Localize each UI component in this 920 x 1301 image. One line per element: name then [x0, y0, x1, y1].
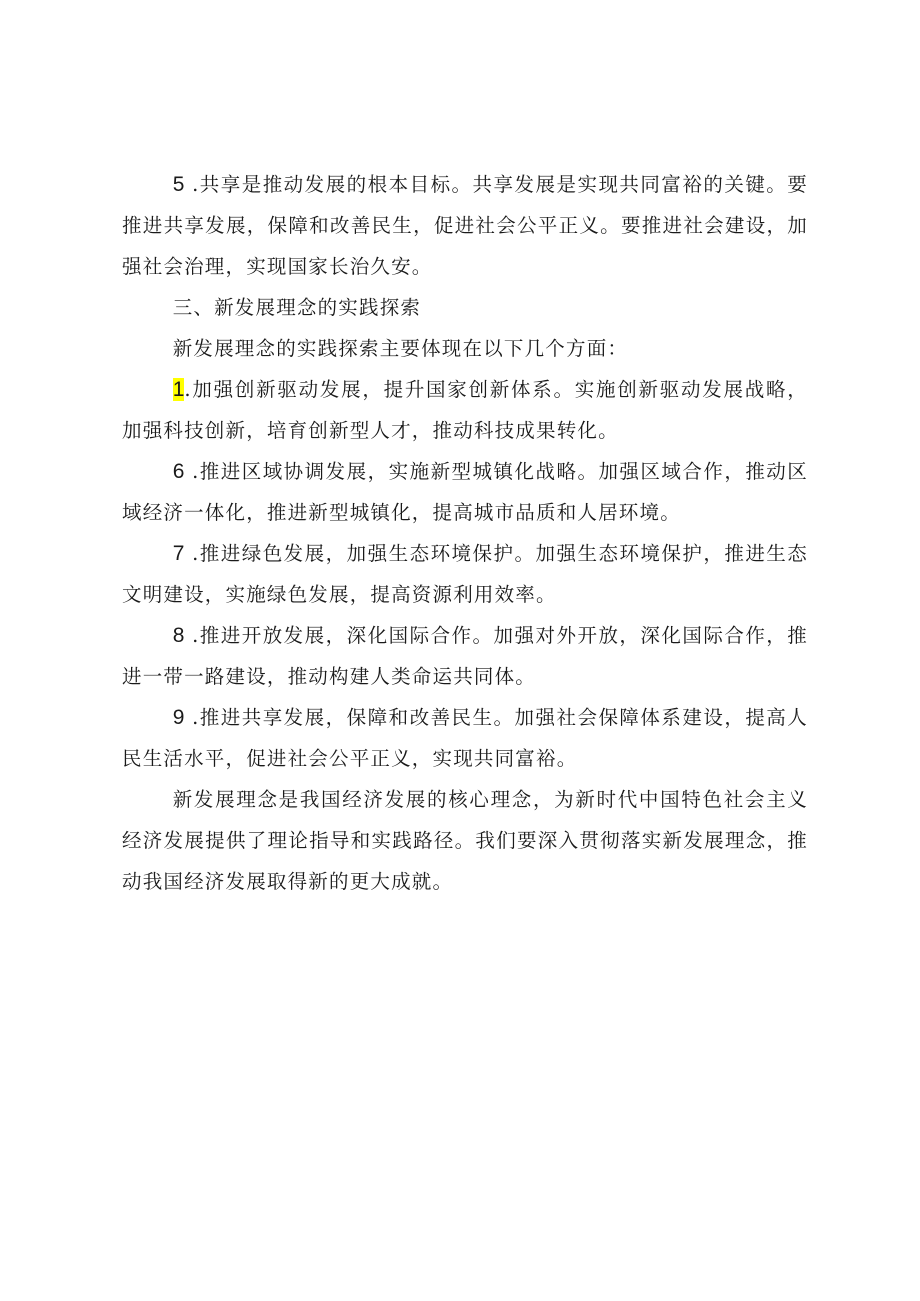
item-number: 5	[172, 173, 185, 196]
section-heading: 三、新发展理念的实践探索	[172, 296, 422, 319]
paragraph-innovation	[122, 369, 808, 451]
paragraph-text: .共享是推动发展的根本目标。共享发展是实现共同富裕的关键。要推进共享发展，保障和改善民生，促进社会公平正义。要推进社会建设，加强社会治理，实现国家长治久安。	[122, 173, 808, 278]
paragraph-text: .推进绿色发展，加强生态环境保护。加强生态环境保护，推进生态文明建设，实施绿色发展，提高资源利用效率。	[122, 542, 808, 606]
paragraph-text: .推进开放发展，深化国际合作。加强对外开放，深化国际合作，推进一带一路建设，推动构建人类命运共同体。	[122, 624, 808, 688]
paragraph-text: .推进共享发展，保障和改善民生。加强社会保障体系建设，提高人民生活水平，促进社会公平正义，实现共同富裕。	[122, 706, 808, 770]
item-number: 8	[172, 624, 185, 647]
paragraph-intro: 新发展理念的实践探索主要体现在以下几个方面：	[172, 337, 629, 360]
paragraph-text: .加强创新驱动发展，提升国家创新体系。实施创新驱动发展战略，加强科技创新，培育创新型人才，推动科技成果转化。	[122, 378, 808, 442]
paragraph-text: .推进区域协调发展，实施新型城镇化战略。加强区域合作，推动区域经济一体化，推进新型城镇化，提高城市品质和人居环境。	[122, 460, 808, 524]
paragraph-open	[122, 615, 808, 697]
paragraph-green	[122, 533, 808, 615]
paragraph-regional	[122, 451, 808, 533]
highlighted-item-number: 1	[172, 378, 185, 401]
item-number: 6	[172, 460, 185, 483]
document-body	[122, 164, 808, 902]
paragraph-shared-development	[122, 164, 808, 287]
paragraph-livelihood	[122, 697, 808, 779]
item-number: 7	[172, 542, 185, 565]
paragraph-conclusion: 新发展理念是我国经济发展的核心理念，为新时代中国特色社会主义经济发展提供了理论指导和实践路径。我们要深入贯彻落实新发展理念，推动我国经济发展取得新的更大成就。	[122, 788, 808, 893]
item-number: 9	[172, 706, 185, 729]
